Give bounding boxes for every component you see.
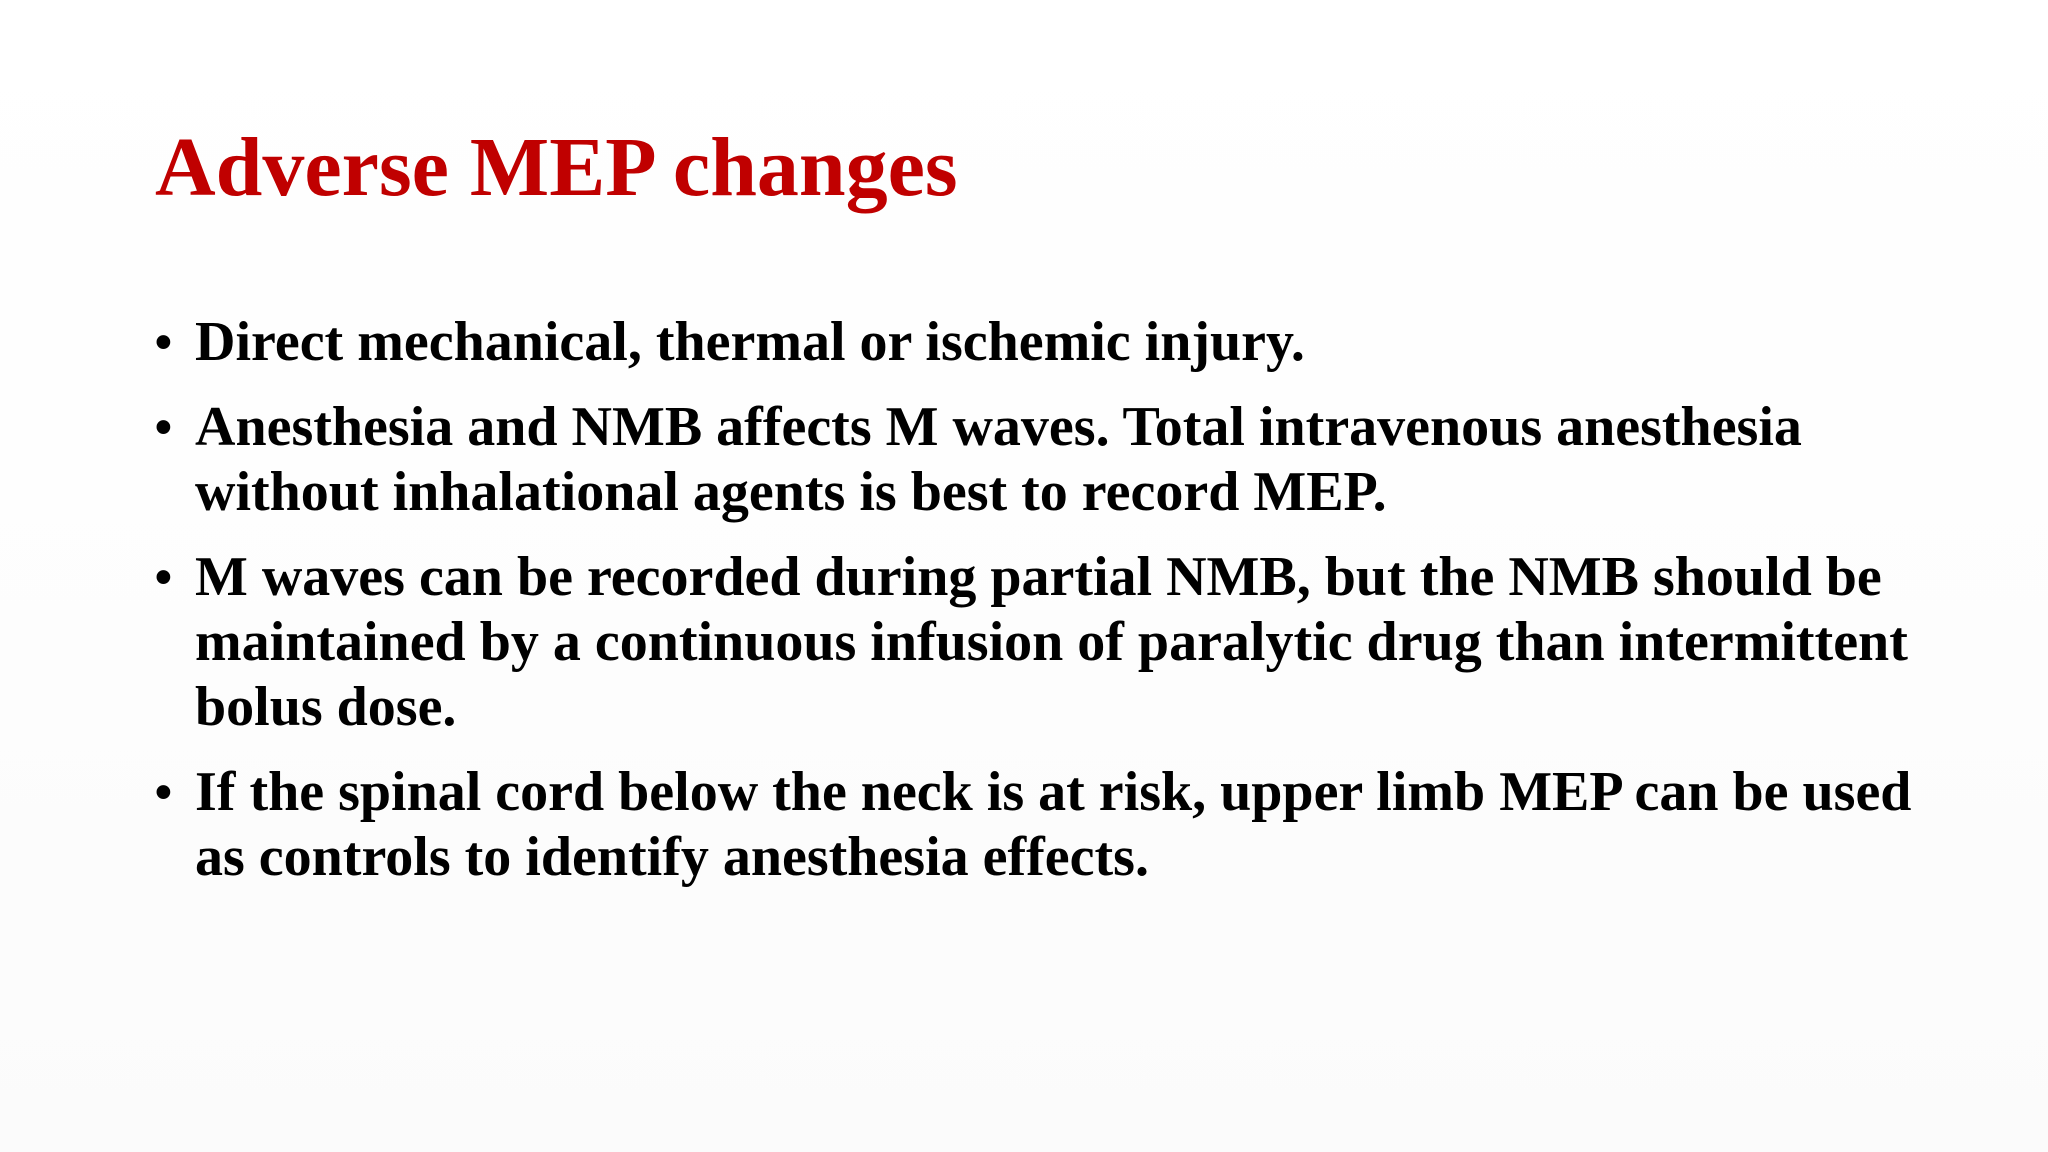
bullet-marker-icon: • [155,551,172,604]
bullet-marker-icon: • [155,401,172,454]
bullet-text: If the spinal cord below the neck is at risk, upper limb MEP can be used as controls to identify anesthesia effects. [195,761,1912,888]
bullet-item [155,545,1915,740]
bullet-marker-icon: • [155,766,172,819]
bullet-item [155,310,1915,375]
bullet-item [155,760,1915,890]
slide-title: Adverse MEP changes [155,121,958,214]
bullet-text: Direct mechanical, thermal or ischemic injury. [195,311,1305,373]
bullet-text: M waves can be recorded during partial NMB, but the NMB should be maintained by a continuous infusion of paralytic drug than intermittent bolus dose. [195,546,1908,738]
bullet-marker-icon: • [155,316,172,369]
bullet-list [155,310,1915,910]
bullet-text: Anesthesia and NMB affects M waves. Total intravenous anesthesia without inhalational agents is best to record MEP. [195,396,1802,523]
bullet-item [155,395,1915,525]
